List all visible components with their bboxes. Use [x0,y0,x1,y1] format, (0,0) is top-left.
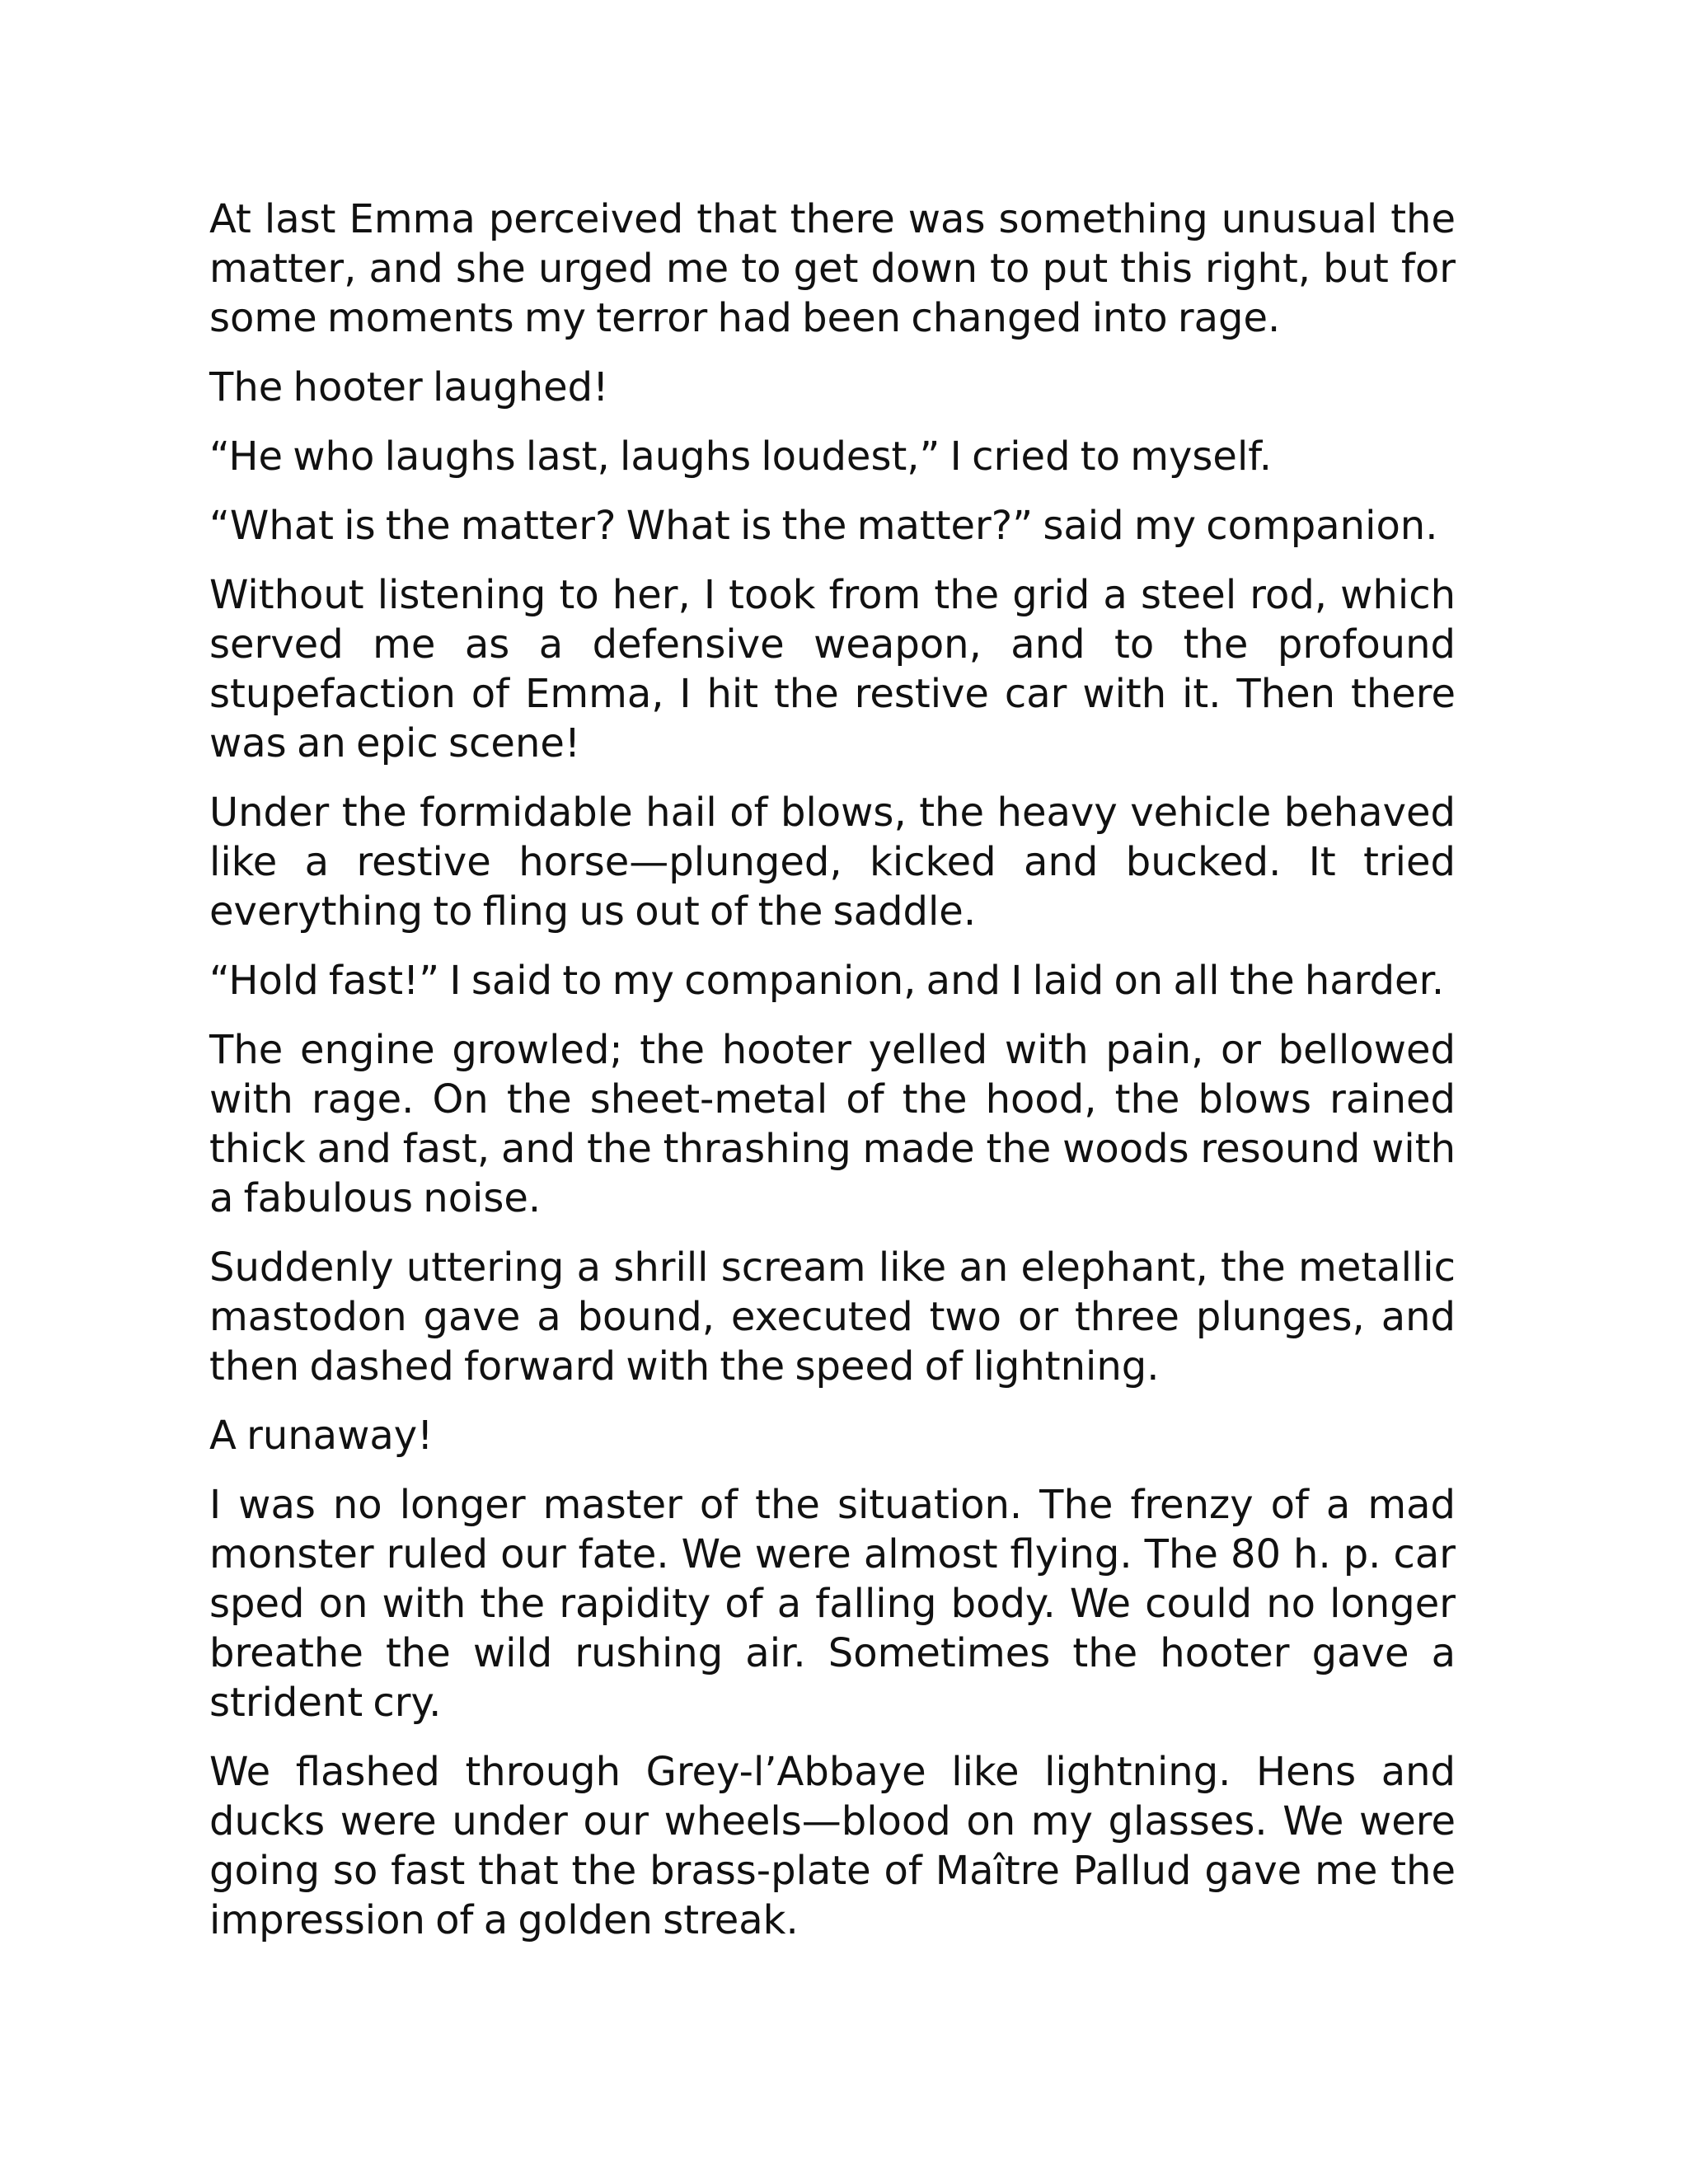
paragraph-3: “He who laughs last, laughs loudest,” I cried to myself. [209,434,1272,480]
paragraph-6: Under the formidable hail of blows, the heavy vehicle behaved like a restive horse—plunged, kicked and bucked. It tried everything to fling us out of the saddle. [209,790,1456,935]
paragraph-1: At last Emma perceived that there was something unusual the matter, and she urged me to get down to put this right, but for some moments my terror had been changed into rage. [209,196,1456,341]
page-body [209,194,1456,1965]
paragraph-5: Without listening to her, I took from the grid a steel rod, which served me as a defensive weapon, and to the profound stupefaction of Emma, I hit the restive car with it. Then there was an epic scene! [209,572,1456,766]
paragraph-2: The hooter laughed! [209,364,609,410]
paragraph-8: The engine growled; the hooter yelled with pain, or bellowed with rage. On the sheet-metal of the hood, the blows rained thick and fast, and the thrashing made the woods resound with a fabulous noise. [209,1027,1456,1221]
paragraph-10: A runaway! [209,1413,434,1459]
paragraph-7: “Hold fast!” I said to my companion, and I laid on all the harder. [209,958,1445,1004]
paragraph-4: “What is the matter? What is the matter?” said my companion. [209,503,1438,549]
paragraph-9: Suddenly uttering a shrill scream like an elephant, the metallic mastodon gave a bound, executed two or three plunges, and then dashed forward with the speed of lightning. [209,1244,1456,1390]
paragraph-12: We flashed through Grey-l’Abbaye like lightning. Hens and ducks were under our wheels—blood on my glasses. We were going so fast that the brass-plate of Maître Pallud gave me the impression of a golden streak. [209,1749,1456,1943]
paragraph-11: I was no longer master of the situation. The frenzy of a mad monster ruled our fate. We were almost flying. The 80 h. p. car sped on with the rapidity of a falling body. We could no longer breathe the wild rushing air. Sometimes the hooter gave a strident cry. [209,1482,1456,1726]
